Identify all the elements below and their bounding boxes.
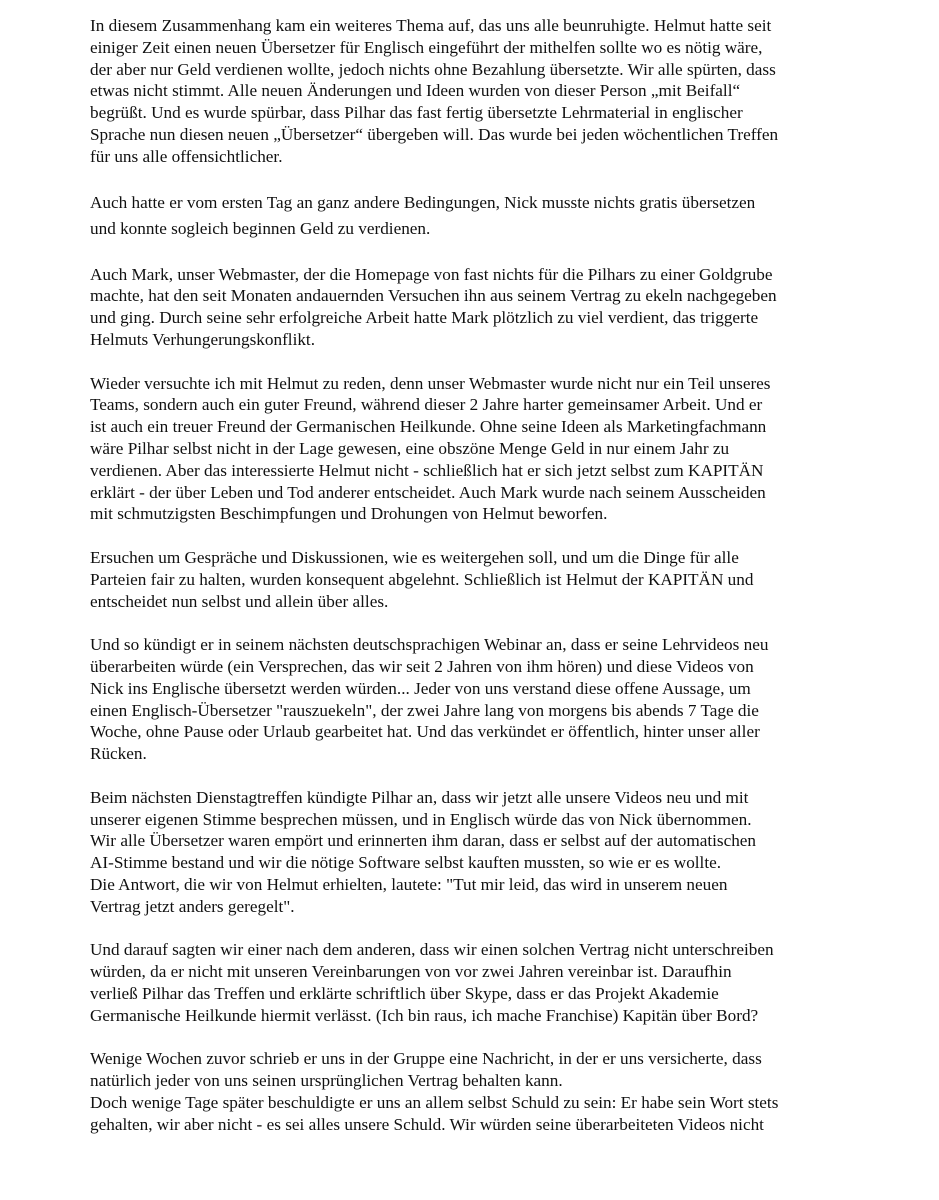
paragraph-6 <box>90 634 855 765</box>
text-line: Wieder versuchte ich mit Helmut zu reden, denn unser Webmaster wurde nicht nur ein Teil unseres <box>90 373 771 393</box>
paragraph-8 <box>90 939 855 1026</box>
text-line: Und darauf sagten wir einer nach dem anderen, dass wir einen solchen Vertrag nicht unterschreiben <box>90 940 774 960</box>
text-line: Rücken. <box>90 744 147 764</box>
text-line: Doch wenige Tage später beschuldigte er uns an allem selbst Schuld zu sein: Er habe sein Wort stets <box>90 1092 779 1112</box>
text-line: natürlich jeder von uns seinen ursprünglichen Vertrag behalten kann. <box>90 1071 563 1091</box>
text-line: und ging. Durch seine sehr erfolgreiche Arbeit hatte Mark plötzlich zu viel verdient, das triggerte <box>90 308 759 328</box>
text-line: AI-Stimme bestand und wir die nötige Software selbst kauften mussten, so wie er es wollte. <box>90 853 722 873</box>
text-line: Auch Mark, unser Webmaster, der die Homepage von fast nichts für die Pilhars zu einer Goldgrube <box>90 264 773 284</box>
text-line: Auch hatte er vom ersten Tag an ganz andere Bedingungen, Nick musste nichts gratis übersetzen <box>90 192 756 212</box>
text-line: Woche, ohne Pause oder Urlaub gearbeitet hat. Und das verkündet er öffentlich, hinter unser aller <box>90 722 760 742</box>
text-line: Vertrag jetzt anders geregelt". <box>90 896 295 916</box>
paragraph-2 <box>90 190 855 242</box>
text-line: verdienen. Aber das interessierte Helmut nicht - schließlich hat er sich jetzt selbst zum KAPITÄN <box>90 460 764 480</box>
text-line: Teams, sondern auch ein guter Freund, während dieser 2 Jahre harter gemeinsamer Arbeit. Und er <box>90 395 763 415</box>
text-line: ist auch ein treuer Freund der Germanischen Heilkunde. Ohne seine Ideen als Marketingfachmann <box>90 417 767 437</box>
text-line: Sprache nun diesen neuen „Übersetzer“ übergeben will. Das wurde bei jeden wöchentlichen Treffen <box>90 124 779 144</box>
text-line: Beim nächsten Dienstagtreffen kündigte Pilhar an, dass wir jetzt alle unsere Videos neu und mit <box>90 787 749 807</box>
text-line: In diesem Zusammenhang kam ein weiteres Thema auf, das uns alle beunruhigte. Helmut hatte seit <box>90 16 772 35</box>
text-line: und konnte sogleich beginnen Geld zu verdienen. <box>90 218 431 238</box>
text-line: erklärt - der über Leben und Tod anderer entscheidet. Auch Mark wurde nach seinem Ausscheiden <box>90 482 766 502</box>
text-line: Wir alle Übersetzer waren empört und erinnerten ihm daran, dass er selbst auf der automatischen <box>90 831 757 851</box>
text-line: Ersuchen um Gespräche und Diskussionen, wie es weitergehen soll, und um die Dinge für alle <box>90 547 739 567</box>
paragraph-4 <box>90 373 855 526</box>
text-line: unserer eigenen Stimme besprechen müssen, und in Englisch würde das von Nick übernommen. <box>90 809 752 829</box>
text-line: würden, da er nicht mit unseren Vereinbarungen von vor zwei Jahren vereinbar ist. Daraufhin <box>90 962 732 982</box>
paragraph-3 <box>90 264 855 351</box>
text-line: Und so kündigt er in seinem nächsten deutschsprachigen Webinar an, dass er seine Lehrvideos neu <box>90 635 769 655</box>
document-body <box>90 15 855 1157</box>
text-line: einiger Zeit einen neuen Übersetzer für Englisch eingeführt der mithelfen sollte wo es nötig wäre, <box>90 37 763 57</box>
paragraph-7 <box>90 787 855 918</box>
paragraph-1 <box>90 15 855 168</box>
text-line: verließ Pilhar das Treffen und erklärte schriftlich über Skype, dass er das Projekt Akademie <box>90 983 719 1003</box>
text-line: Nick ins Englische übersetzt werden würden... Jeder von uns verstand diese offene Aussage, um <box>90 678 751 698</box>
text-line: Wenige Wochen zuvor schrieb er uns in der Gruppe eine Nachricht, in der er uns versicherte, dass <box>90 1049 762 1069</box>
text-line: begrüßt. Und es wurde spürbar, dass Pilhar das fast fertig übersetzte Lehrmaterial in englischer <box>90 103 743 123</box>
text-line: der aber nur Geld verdienen wollte, jedoch nichts ohne Bezahlung übersetzte. Wir alle spürten, dass <box>90 59 776 79</box>
text-line: Parteien fair zu halten, wurden konsequent abgelehnt. Schließlich ist Helmut der KAPITÄN und <box>90 569 754 589</box>
paragraph-9 <box>90 1048 855 1135</box>
text-line: wäre Pilhar selbst nicht in der Lage gewesen, eine obszöne Menge Geld in nur einem Jahr zu <box>90 438 730 458</box>
text-line: mit schmutzigsten Beschimpfungen und Drohungen von Helmut beworfen. <box>90 504 608 524</box>
text-line: Helmuts Verhungerungskonflikt. <box>90 329 316 349</box>
text-line: überarbeiten würde (ein Versprechen, das wir seit 2 Jahren von ihm hören) und diese Videos von <box>90 656 754 676</box>
text-line: entscheidet nun selbst und allein über alles. <box>90 591 389 611</box>
text-line: etwas nicht stimmt. Alle neuen Änderungen und Ideen wurden von dieser Person „mit Beifall“ <box>90 81 741 101</box>
text-line: machte, hat den seit Monaten andauernden Versuchen ihn aus seinem Vertrag zu ekeln nachgegeben <box>90 286 777 306</box>
paragraph-5 <box>90 547 855 612</box>
text-line: Germanische Heilkunde hiermit verlässt. (Ich bin raus, ich mache Franchise) Kapitän über Bord? <box>90 1005 759 1025</box>
text-line: für uns alle offensichtlicher. <box>90 146 283 166</box>
text-line: einen Englisch-Übersetzer "rauszuekeln", der zwei Jahre lang von morgens bis abends 7 Tage die <box>90 700 759 720</box>
text-line: gehalten, wir aber nicht - es sei alles unsere Schuld. Wir würden seine überarbeiteten Videos nicht <box>90 1114 764 1134</box>
text-line: Die Antwort, die wir von Helmut erhielten, lautete: "Tut mir leid, das wird in unserem neuen <box>90 874 728 894</box>
